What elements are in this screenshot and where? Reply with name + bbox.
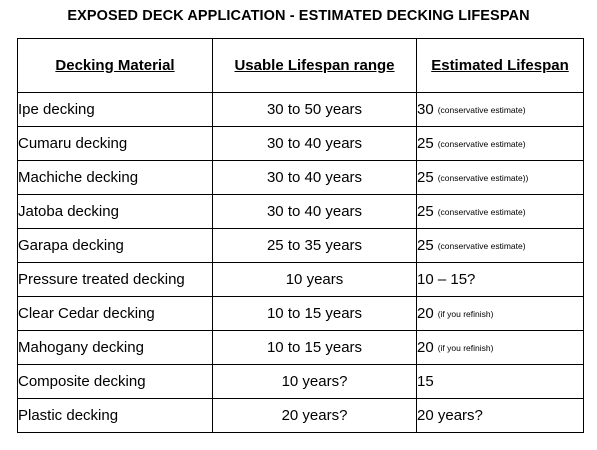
page-title: EXPOSED DECK APPLICATION - ESTIMATED DECKING LIFESPAN (67, 8, 530, 24)
table-row (18, 195, 584, 229)
estimated-lifespan-cell (417, 127, 584, 161)
usable-range-cell: 30 to 40 years (213, 127, 417, 161)
estimated-lifespan-value: 20 (417, 305, 434, 322)
material-cell: Machiche decking (18, 161, 213, 195)
table-body (18, 93, 584, 433)
estimate-note: (conservative estimate) (437, 207, 526, 217)
material-cell: Ipe decking (18, 93, 213, 127)
table-row (18, 127, 584, 161)
material-cell: Mahogany decking (18, 331, 213, 365)
estimated-lifespan-cell (417, 229, 584, 263)
usable-range-cell: 30 to 50 years (213, 93, 417, 127)
material-cell: Jatoba decking (18, 195, 213, 229)
table-row (18, 331, 584, 365)
estimated-lifespan-cell (417, 93, 584, 127)
estimated-lifespan-value: 20 (417, 339, 434, 356)
estimated-lifespan-cell (417, 365, 584, 399)
estimated-lifespan-value: 25 (417, 169, 434, 186)
estimated-lifespan-cell (417, 399, 584, 433)
table-row (18, 399, 584, 433)
table-row (18, 365, 584, 399)
material-cell: Garapa decking (18, 229, 213, 263)
usable-range-cell: 10 years? (213, 365, 417, 399)
estimated-lifespan-cell (417, 195, 584, 229)
table-row (18, 229, 584, 263)
usable-range-cell: 20 years? (213, 399, 417, 433)
material-cell: Composite decking (18, 365, 213, 399)
usable-range-cell: 30 to 40 years (213, 161, 417, 195)
estimated-lifespan-value: 25 (417, 203, 434, 220)
material-cell: Pressure treated decking (18, 263, 213, 297)
estimated-lifespan-value: 15 (417, 373, 434, 390)
table-row (18, 93, 584, 127)
estimated-lifespan-cell (417, 331, 584, 365)
column-header-material: Decking Material (18, 39, 213, 93)
estimated-lifespan-value: 20 years? (417, 407, 483, 424)
estimated-lifespan-cell (417, 161, 584, 195)
lifespan-table (17, 38, 584, 433)
column-header-estimated-lifespan: Estimated Lifespan (417, 39, 584, 93)
column-header-usable-range: Usable Lifespan range (213, 39, 417, 93)
table-row (18, 297, 584, 331)
estimate-note: (conservative estimate) (437, 241, 526, 251)
table-row (18, 161, 584, 195)
estimated-lifespan-cell (417, 297, 584, 331)
table-row (18, 263, 584, 297)
material-cell: Plastic decking (18, 399, 213, 433)
estimated-lifespan-value: 30 (417, 101, 434, 118)
estimate-note: (conservative estimate)) (437, 173, 529, 183)
estimated-lifespan-value: 25 (417, 237, 434, 254)
material-cell: Clear Cedar decking (18, 297, 213, 331)
usable-range-cell: 25 to 35 years (213, 229, 417, 263)
estimated-lifespan-cell (417, 263, 584, 297)
usable-range-cell: 10 to 15 years (213, 297, 417, 331)
table-header-row (18, 39, 584, 93)
usable-range-cell: 10 years (213, 263, 417, 297)
estimate-note: (conservative estimate) (437, 139, 526, 149)
estimate-note: (if you refinish) (437, 309, 494, 319)
estimated-lifespan-value: 25 (417, 135, 434, 152)
material-cell: Cumaru decking (18, 127, 213, 161)
estimated-lifespan-value: 10 – 15? (417, 271, 476, 288)
estimate-note: (if you refinish) (437, 343, 494, 353)
usable-range-cell: 10 to 15 years (213, 331, 417, 365)
estimate-note: (conservative estimate) (437, 105, 526, 115)
usable-range-cell: 30 to 40 years (213, 195, 417, 229)
